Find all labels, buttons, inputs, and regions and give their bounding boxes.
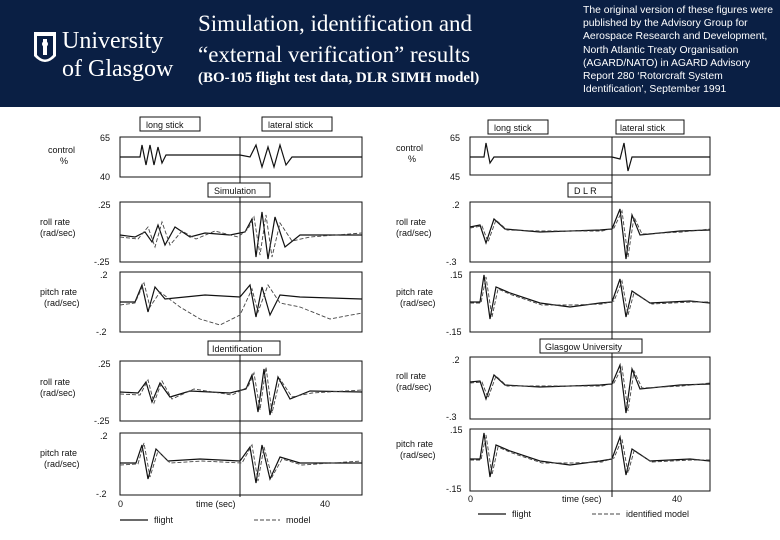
left-roll-max: .25 [98,200,111,210]
right-x-end: 40 [672,494,683,504]
left-roll2-label: roll rate [40,377,71,387]
left-roll2-model [120,367,362,413]
right-pitch2-min: -.15 [446,484,462,494]
right-pitch2-unit: (rad/sec) [400,450,436,460]
left-control-min: 40 [100,172,111,182]
right-legend-model: identified model [626,509,690,519]
left-roll-unit: (rad/sec) [40,228,76,238]
left-identification-label: Identification [212,344,263,354]
left-long-stick-label: long stick [146,120,184,130]
left-pitch-unit: (rad/sec) [44,298,80,308]
right-x-start: 0 [468,494,474,504]
right-pitch2-max: .15 [450,425,463,435]
left-pitch2-label: pitch rate [40,448,78,458]
left-roll-axes [120,202,362,262]
left-roll-min: -.25 [94,257,110,267]
right-pitch-min: -.15 [446,327,462,337]
left-figure [40,117,362,525]
right-roll2-axes [470,357,710,419]
logo-university: University [62,28,164,54]
slide-title [198,8,578,70]
source-note: The original version of these figures were published by the Advisory Group for Aerospace Research and Development, North Atlantic Treaty Organisation (AGARD/NATO) in AGARD Advisory Report 280 ‘Rotorcraft System Identification’, September 1991 [583,5,774,96]
right-roll2-max: .2 [452,355,460,365]
right-pitch2-flight [470,433,710,477]
right-control-label: control [396,143,424,153]
right-control-min: 45 [450,172,461,182]
left-legend-model: model [286,515,311,525]
right-roll2-min: -.3 [446,412,457,422]
left-pitch-axes [120,272,362,332]
left-simulation-label: Simulation [214,186,257,196]
crest-icon [34,32,56,62]
right-pitch-unit: (rad/sec) [400,298,436,308]
right-lateral-stick-label: lateral stick [620,123,666,133]
right-roll-flight [470,209,710,259]
left-control-unit: % [60,156,69,166]
right-x-label: time (sec) [562,494,602,504]
left-pitch2-max: .2 [100,431,108,441]
left-roll2-max: .25 [98,359,111,369]
right-control-unit: % [408,154,417,164]
right-control-axes [470,137,710,175]
right-glasgow-university-label: Glasgow University [545,342,623,352]
left-x-end: 40 [320,499,331,509]
right-pitch-flight [470,275,710,319]
left-roll2-unit: (rad/sec) [40,388,76,398]
left-legend-flight: flight [154,515,174,525]
left-roll2-flight [120,369,362,415]
university-logo [30,22,190,84]
left-control-label: control [48,145,76,155]
left-pitch2-flight [120,445,362,483]
slide-header [0,0,780,107]
left-pitch2-min: -.2 [96,489,107,499]
slide-subtitle: (BO-105 flight test data, DLR SIMH model) [198,70,480,86]
right-legend-flight: flight [512,509,532,519]
right-pitch2-label: pitch rate [396,439,434,449]
left-x-label: time (sec) [196,499,236,509]
left-x-start: 0 [118,499,124,509]
right-pitch-max: .15 [450,270,463,280]
right-figure [396,120,710,519]
right-roll-model [470,211,710,257]
left-roll-model [120,215,362,257]
right-control-trace [470,143,710,171]
left-roll2-min: -.25 [94,416,110,426]
right-pitch2-model [470,435,710,475]
right-roll2-model [470,367,710,411]
right-roll-min: -.3 [446,257,457,267]
left-pitch-label: pitch rate [40,287,78,297]
left-control-max: 65 [100,133,111,143]
right-roll2-unit: (rad/sec) [396,382,432,392]
logo-of-glasgow: of Glasgow [62,56,174,82]
right-long-stick-label: long stick [494,123,532,133]
right-roll-max: .2 [452,200,460,210]
left-control-trace [120,145,362,167]
left-pitch-min: -.2 [96,327,107,337]
left-roll-label: roll rate [40,217,71,227]
right-roll2-label: roll rate [396,371,427,381]
title-line-1: Simulation, identification and [198,11,473,36]
right-dlr-label: D L R [574,186,597,196]
scanned-figure [0,107,780,540]
right-roll-label: roll rate [396,217,427,227]
right-roll-unit: (rad/sec) [396,228,432,238]
left-lateral-stick-label: lateral stick [268,120,314,130]
right-pitch-model [470,277,710,317]
left-pitch2-axes [120,433,362,495]
right-roll2-flight [470,365,710,413]
left-pitch2-unit: (rad/sec) [44,459,80,469]
left-pitch-max: .2 [100,270,108,280]
title-line-2: “external verification” results [198,42,471,67]
right-control-max: 65 [450,133,461,143]
right-pitch-label: pitch rate [396,287,434,297]
